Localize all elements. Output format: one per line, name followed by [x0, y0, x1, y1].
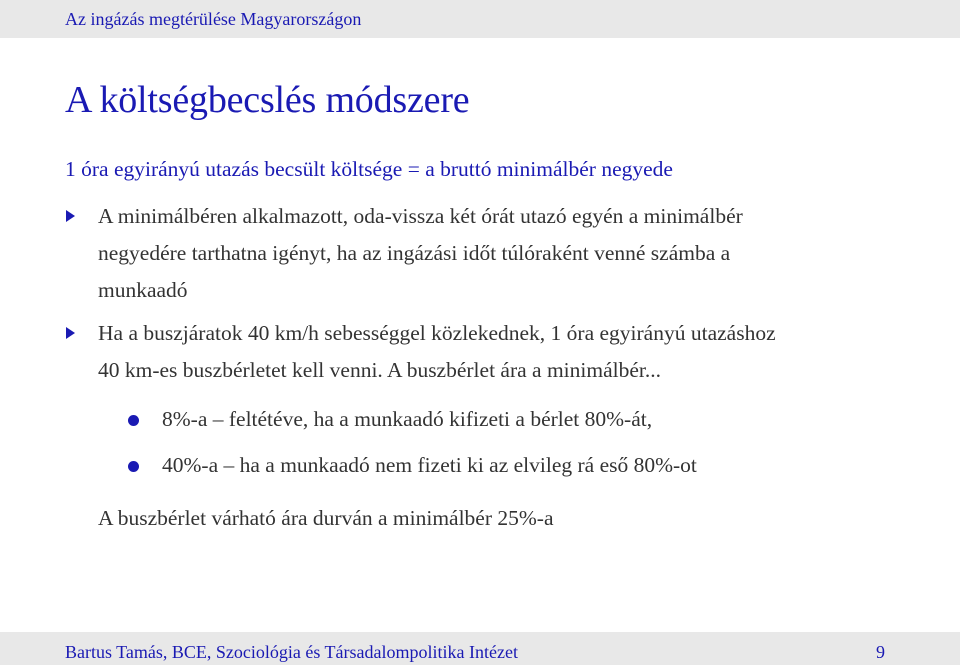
- header-title: Az ingázás megtérülése Magyarországon: [65, 9, 362, 29]
- bullet-2-line-2: 40 km-es buszbérletet kell venni. A buszbérlet ára a minimálbér...: [98, 358, 662, 382]
- page-number: 9: [876, 642, 885, 662]
- bullet-1-line-3: munkaadó: [98, 278, 188, 302]
- conclusion-text: A buszbérlet várható ára durván a minimálbér 25%-a: [98, 506, 554, 530]
- subitem-1: 8%-a – feltétéve, ha a munkaadó kifizeti a bérlet 80%-át,: [162, 407, 653, 431]
- circle-bullet-icon: [128, 461, 139, 472]
- subitem-2: 40%-a – ha a munkaadó nem fizeti ki az elvileg rá eső 80%-ot: [162, 453, 697, 477]
- footer-author: Bartus Tamás, BCE, Szociológia és Társadalompolitika Intézet: [65, 642, 518, 662]
- triangle-bullet-icon: [66, 210, 75, 222]
- bullet-1-line-2: negyedére tarthatna igényt, ha az ingázási időt túlóraként venné számba a: [98, 241, 731, 265]
- circle-bullet-icon: [128, 415, 139, 426]
- triangle-bullet-icon: [66, 327, 75, 339]
- slide-title: A költségbecslés módszere: [65, 79, 470, 121]
- bullet-1-line-1: A minimálbéren alkalmazott, oda-vissza két órát utazó egyén a minimálbér: [98, 204, 743, 228]
- slide-subtitle: 1 óra egyirányú utazás becsült költsége = a bruttó minimálbér negyede: [65, 157, 673, 181]
- bullet-2-line-1: Ha a buszjáratok 40 km/h sebességgel közlekednek, 1 óra egyirányú utazáshoz: [98, 321, 776, 345]
